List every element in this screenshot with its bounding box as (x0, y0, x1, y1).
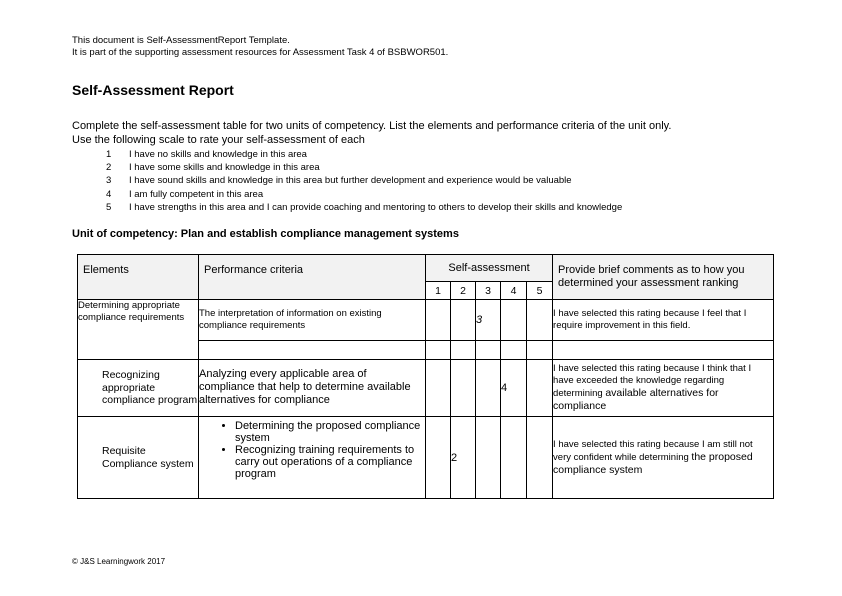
instructions-line-2: Use the following scale to rate your self-assessment of each (72, 134, 365, 146)
scale-header-4: 4 (501, 282, 527, 300)
criteria-bullet: • Determining the proposed compliance system (235, 420, 425, 444)
rating-cell-2: 2 (451, 417, 476, 499)
element-cell: Determining appropriate compliance requirements (78, 300, 199, 360)
rating-cell-4 (501, 417, 527, 499)
scale-number: 5 (106, 201, 112, 213)
empty-comment-cell (553, 341, 774, 360)
scale-text: I have some skills and knowledge in this area (129, 162, 320, 174)
intro-text (72, 35, 448, 59)
comment-cell: I have selected this rating because I am still not very confident while determining the proposed compliance system (553, 417, 774, 499)
scale-text: I have strengths in this area and I can provide coaching and mentoring to others to develop their skills and knowledge (129, 201, 623, 213)
scale-number: 2 (106, 162, 112, 174)
rating-cell-3 (476, 360, 501, 417)
table-row (78, 360, 774, 417)
criteria-cell (199, 417, 426, 499)
scale-header-1: 1 (426, 282, 451, 300)
element-cell: Recognizing appropriate compliance program (78, 360, 199, 417)
instructions-line-1: Complete the self-assessment table for two units of competency. List the elements and performance criteria of the unit only. (72, 120, 672, 132)
rating-cell-4: 4 (501, 360, 527, 417)
scale-number: 1 (106, 149, 112, 160)
rating-cell-2 (451, 300, 476, 341)
rating-cell-4 (501, 300, 527, 341)
rating-cell-1 (426, 360, 451, 417)
criteria-bullet-list (199, 420, 425, 480)
scale-header-2: 2 (451, 282, 476, 300)
intro-line-1: This document is Self-AssessmentReport Template. (72, 35, 290, 46)
intro-line-2: It is part of the supporting assessment resources for Assessment Task 4 of BSBWOR501. (72, 47, 449, 58)
comment-cell: I have selected this rating because I feel that I require improvement in this field. (553, 300, 774, 341)
self-assessment-table (77, 254, 774, 499)
table-row (78, 300, 774, 341)
criteria-bullet: • Recognizing training requirements to carry out operations of a compliance program (235, 444, 425, 480)
rating-cell-2 (451, 360, 476, 417)
scale-number: 4 (106, 188, 112, 200)
scale-header-3: 3 (476, 282, 501, 300)
header-self-assessment: Self-assessment (426, 255, 553, 282)
unit-heading: Unit of competency: Plan and establish compliance management systems (72, 228, 459, 240)
scale-number: 3 (106, 175, 112, 187)
empty-rating-cell (451, 341, 476, 360)
rating-cell-1 (426, 417, 451, 499)
table-row (78, 417, 774, 499)
scale-item (106, 161, 622, 174)
criteria-cell: The interpretation of information on existing compliance requirements (199, 300, 426, 341)
scale-text: I am fully competent in this area (129, 188, 264, 200)
empty-rating-cell (476, 341, 501, 360)
empty-rating-cell (527, 341, 553, 360)
header-comments: Provide brief comments as to how you determined your assessment ranking (553, 255, 774, 300)
rating-scale-list (106, 148, 622, 214)
header-elements: Elements (78, 255, 199, 300)
rating-cell-1 (426, 300, 451, 341)
rating-cell-5 (527, 360, 553, 417)
rating-cell-3 (476, 417, 501, 499)
header-performance-criteria: Performance criteria (199, 255, 426, 300)
comment-cell: I have selected this rating because I think that I have exceeded the knowledge regarding determining available alternatives for compliance (553, 360, 774, 417)
scale-item (106, 201, 622, 214)
footer-copyright: © J&S Learningwork 2017 (72, 557, 166, 566)
scale-text: I have sound skills and knowledge in this area but further development and experience would be valuable (129, 175, 572, 187)
element-cell: Requisite Compliance system (78, 417, 199, 499)
empty-criteria-cell (199, 341, 426, 360)
scale-text: I have no skills and knowledge in this area (129, 149, 307, 160)
empty-rating-cell (426, 341, 451, 360)
criteria-cell: Analyzing every applicable area of compliance that help to determine available alternatives for compliance (199, 360, 426, 417)
page-title: Self-Assessment Report (72, 82, 234, 98)
rating-cell-5 (527, 300, 553, 341)
instructions (72, 119, 671, 147)
empty-rating-cell (501, 341, 527, 360)
scale-item (106, 174, 622, 187)
rating-cell-3: 3 (476, 300, 501, 341)
scale-item (106, 148, 622, 161)
scale-item (106, 188, 622, 201)
rating-cell-5 (527, 417, 553, 499)
scale-header-5: 5 (527, 282, 553, 300)
